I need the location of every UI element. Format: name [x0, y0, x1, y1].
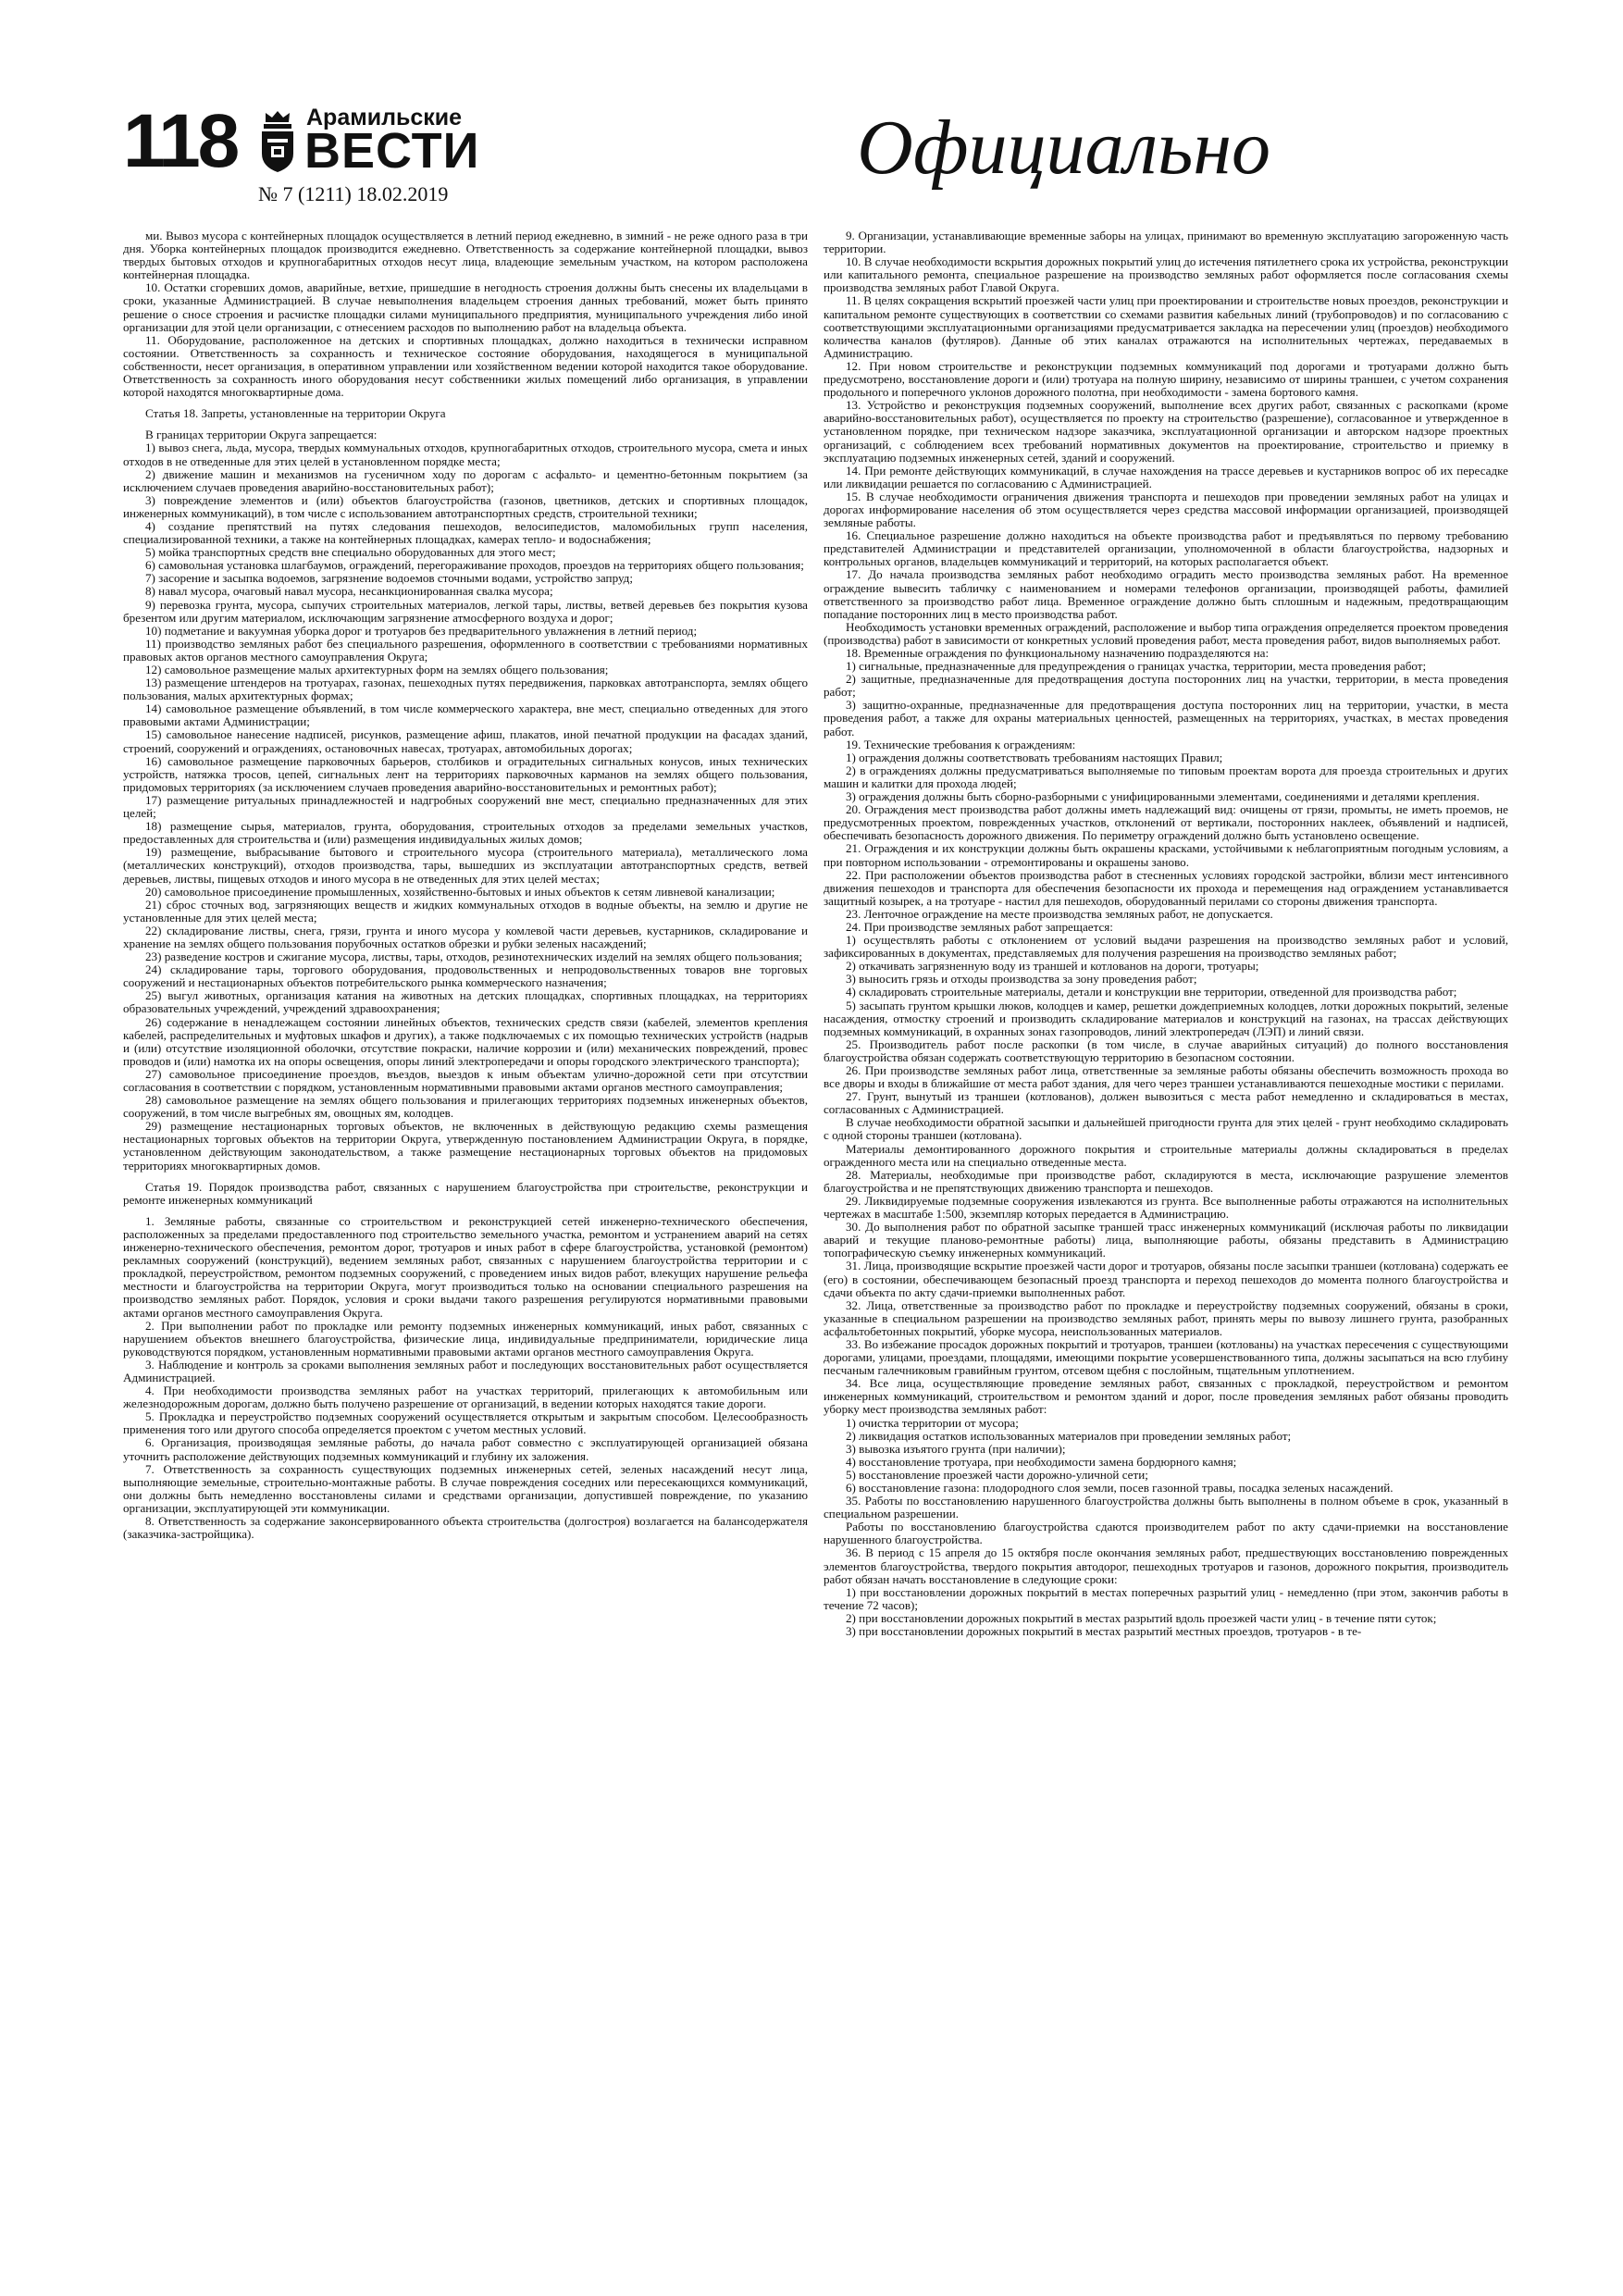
paragraph: 17) размещение ритуальных принадлежностей и надгробных сооружений вне мест, специально предназначенных для этих целей; — [123, 792, 808, 821]
paragraph: 2. При выполнении работ по прокладке или ремонту подземных инженерных коммуникаций, иных работ, связанных с нарушением объектов внешнего благоустройства, физические лица, индивидуальные предприниматели, юридические лица руководствуются порядком, установленным нормативными правовыми актами органов местного самоуправления Округа. — [123, 1318, 808, 1359]
paragraph: 7. Ответственность за сохранность существующих подземных инженерных сетей, зеленых насаждений несут лица, выполняющие земельные, строительно-монтажные работы. В случае повреждения соседних или пересекающихся коммуникаций, они должны быть немедленно восстановлены силами и средствами организации, допустившей повреждение, по указанию организации, эксплуатирующей эти коммуникации. — [123, 1461, 808, 1515]
paragraph: 15. В случае необходимости ограничения движения транспорта и пешеходов при проведении земляных работ на улицах и дорогах информирование населения об этом осуществляется через средства массовой информации организацией, производящей земляные работы. — [824, 489, 1508, 530]
paragraph: Материалы демонтированного дорожного покрытия и строительные материалы должны складироваться в пределах огражденного места или на специально отведенные места. — [824, 1141, 1508, 1169]
paragraph: 2) в ограждениях должны предусматриваться выполняемые по типовым проектам ворота для проезда строительных и других машин и калитки для прохода людей; — [824, 763, 1508, 790]
paragraph: 13) размещение штендеров на тротуарах, газонах, пешеходных путях передвижения, парковках автотранспорта, землях общего пользования, малых архитектурных формах; — [123, 676, 808, 703]
paragraph: 19. Технические требования к ограждениям: — [846, 737, 1076, 751]
paragraph: 32. Лица, ответственные за производство работ по прокладке и переустройству подземных сооружений, обязаны в сроки, указанные в специальном разрешении на производство земляных работ, принять меры по вывозу лишнего грунта, разобранных асфальтобетонных покрытий, уборке мусора, неиспользованных материалов. — [824, 1297, 1508, 1338]
paragraph: 4. При необходимости производства земляных работ на участках территорий, прилегающих к автомобильным или железнодорожным дорогам, должно быть получено разрешение от организаций, в ведении которых находятся такие дороги. — [123, 1384, 808, 1411]
paragraph: 2) ликвидация остатков использованных материалов при проведении земляных работ; — [846, 1428, 1292, 1443]
paragraph: 1) осуществлять работы с отклонением от условий выдачи разрешения на производство земляных работ и условий, зафиксированных в документах, представляемых для получения разрешения на производство земляных работ; — [824, 933, 1508, 961]
paragraph: 15) самовольное нанесение надписей, рисунков, размещение афиш, плакатов, иной печатной продукции на фасадах зданий, строений, сооружений и ограждениях, остановочных навесах, тротуарах, автомобильных дорогах; — [123, 727, 808, 755]
paragraph: 9. Организации, устанавливающие временные заборы на улицах, принимают во временную эксплуатацию загороженную часть территории. — [824, 230, 1508, 256]
paragraph: 29. Ликвидируемые подземные сооружения извлекаются из грунта. Все выполненные работы отражаются на исполнительных чертежах в масштабе 1:500, экземпляр которых передается в Администрацию. — [824, 1193, 1508, 1222]
paragraph: 7) засорение и засыпка водоемов, загрязнение водоемов сточными водами, устройство запруд; — [145, 571, 633, 586]
paragraph: 23) разведение костров и сжигание мусора, листвы, тары, отходов, резинотехнических изделий на землях общего пользования; — [145, 949, 803, 964]
article-heading: Статья 19. Порядок производства работ, связанных с нарушением благоустройства при строительстве, реконструкции и ремонте инженерных коммуникаций — [123, 1179, 808, 1207]
paragraph: 10. В случае необходимости вскрытия дорожных покрытий улиц до истечения пятилетнего срока их устройства, реконструкции или капитального ремонта, специальное разрешение на производство земляных работ оформляется после согласования схемы производства земляных работ Главой Округа. — [824, 254, 1508, 295]
paragraph: 2) движение машин и механизмов на гусеничном ходу по дорогам с асфальто- и цементно-бетонным покрытием (за исключением случаев проведения аварийно-восстановительных работ); — [123, 466, 808, 494]
paragraph: 5) мойка транспортных средств вне специально оборудованных для этого мест; — [145, 545, 556, 560]
paragraph: 1) сигнальные, предназначенные для предупреждения о границах участка, территории, места проведения работ; — [846, 659, 1427, 674]
paragraph: 18. Временные ограждения по функциональному назначению подразделяются на: — [846, 646, 1270, 660]
paragraph: 35. Работы по восстановлению нарушенного благоустройства должны быть выполнены в полном объеме в срок, указанный в специальном разрешении. — [824, 1494, 1508, 1521]
paragraph: 26. При производстве земляных работ лица, ответственные за земляные работы обязаны обеспечить возможность прохода во все дворы и входы в ближайшие от места работ здания, для чего через траншеи устанавливаются пешеходные мостики с перилами. — [824, 1063, 1508, 1091]
paragraph: 8. Ответственность за содержание законсервированного объекта строительства (долгостроя) возлагается на балансодержателя (заказчика-застройщика). — [123, 1514, 808, 1542]
paragraph: 20. Ограждения мест производства работ должны иметь надлежащий вид: очищены от грязи, промыты, не иметь проемов, не предусмотренных проектом, поврежденных участков, отклонений от вертикали, посторонних наклеек, объявлений и надписей, обеспечивать безопасность дорожного движения. По периметру ограждений должно быть установлено освещение. — [824, 802, 1508, 843]
article-heading: Статья 18. Запреты, установленные на территории Округа — [145, 406, 446, 421]
paragraph: 34. Все лица, осуществляющие проведение земляных работ, связанных с прокладкой, переустройством и ремонтом инженерных коммуникаций, строительством и ремонтом зданий и дорог, после проведения земляных работ обязаны проводить уборку мест производства земляных работ: — [824, 1376, 1508, 1417]
paragraph: 12. При новом строительстве и реконструкции подземных коммуникаций под дорогами и тротуарами должно быть предусмотрено, восстановление дороги и (или) тротуара на полную ширину, независимо от ширины траншеи, с учетом сохранения продольного и поперечного уклонов дорожного полотна, при необходимости - замена бортового камня. — [824, 358, 1508, 400]
paragraph: 28. Материалы, необходимые при производстве работ, складируются в места, исключающие разрушение элементов благоустройства и не препятствующих движению транспорта и пешеходов. — [824, 1167, 1508, 1195]
paragraph: 17. До начала производства земляных работ необходимо оградить место производства земляных работ. На временное ограждение вывесить табличку с наименованием и номерами телефонов организации, производящей работы, фамилией ответственного за производство работ лица. Временное ограждение должно быть сплошным и надежным, предотвращающим попадание посторонних лиц в место производства работ. — [824, 567, 1508, 621]
paragraph: 8) навал мусора, очаговый навал мусора, несанкционированная свалка мусора; — [145, 584, 553, 599]
paragraph: 1) вывоз снега, льда, мусора, твердых коммунальных отходов, крупногабаритных отходов, строительного мусора, смета и иных отходов в не отведенные для этих целей в установленном порядке места; — [123, 441, 808, 468]
paragraph: 25) выгул животных, организация катания на животных на детских площадках, спортивных площадках, на территориях образовательных учреждений, учреждений здравоохранения; — [123, 988, 808, 1016]
paragraph: 2) откачивать загрязненную воду из траншей и котлованов на дороги, тротуары; — [846, 959, 1259, 974]
paragraph: 10) подметание и вакуумная уборка дорог и тротуаров без предварительного увлажнения в летний период; — [145, 623, 698, 638]
paragraph: 26) содержание в ненадлежащем состоянии линейных объектов, технических средств связи (кабелей, элементов крепления кабелей, распределительных и муфтовых шкафов и других), а также подключаемых с их помощью технических устройств (надрыв и (или) отсутствие изоляционной оболочки, отсутствие покраски, наличие коррозии и (или) механических повреждений, провес проводов и (или) намотка их на опоры освещения, опоры линий электропередачи и опоры городского электрического транспорта); — [123, 1014, 808, 1068]
newspaper-name-large: ВЕСТИ — [304, 123, 480, 179]
paragraph: 1) ограждения должны соответствовать требованиям настоящих Правил; — [846, 750, 1223, 764]
paragraph: 30. До выполнения работ по обратной засыпке траншей трасс инженерных коммуникаций (исключая работы по ликвидации аварий и текущие планово-ремонтные работы) лица, выполняющие работы, обязаны представить в Администрацию топографическую съемку инженерных коммуникаций. — [824, 1220, 1508, 1260]
paragraph: 29) размещение нестационарных торговых объектов, не включенных в действующую редакцию схемы размещения нестационарных торговых объектов на территории Округа, утвержденную постановлением Администрации Округа, в порядке, установленном действующим законодательством, а также размещение нестационарных торговых объектов на придомовых территориях многоквартирных домов. — [123, 1119, 808, 1173]
paragraph: 3) вывозка изъятого грунта (при наличии); — [846, 1441, 1066, 1456]
paragraph: 36. В период с 15 апреля до 15 октября после окончания земляных работ, предшествующих восстановлению поврежденных элементов благоустройства, твердого покрытия автодорог, пешеходных тротуаров и газонов, дорожного покрытия, производитель работ обязан начать восстановление в следующие сроки: — [824, 1545, 1508, 1586]
paragraph: 6. Организация, производящая земляные работы, до начала работ совместно с эксплуатирующей организацией обязана уточнить расположение действующих подземных коммуникаций и глубину их заложения. — [123, 1435, 808, 1463]
newspaper-name-small: Арамильские — [306, 105, 463, 130]
paragraph: 25. Производитель работ после раскопки (в том числе, в случае аварийных ситуаций) до полного восстановления благоустройства обязан содержать соответствующую территорию в безопасном состоянии. — [824, 1036, 1508, 1064]
left-text-column — [123, 230, 808, 2279]
paragraph: 18) размещение сырья, материалов, грунта, оборудования, строительных отходов за пределами земельных участков, предоставленных для строительства и (или) размещения индивидуальных жилых домов; — [123, 819, 808, 847]
paragraph: 2) при восстановлении дорожных покрытий в местах разрытий вдоль проезжей части улиц - в течение пяти суток; — [846, 1610, 1437, 1625]
paragraph: 4) складировать строительные материалы, детали и конструкции вне территории, отведенной для производства работ; — [846, 985, 1457, 999]
paragraph: 3) при восстановлении дорожных покрытий в местах разрытий местных проездов, тротуаров - в те- — [846, 1624, 1362, 1639]
paragraph: 11. Оборудование, расположенное на детских и спортивных площадках, должно находиться в технически исправном состоянии. Ответственность за сохранность и техническое состояние оборудования, находящегося в муниципальной собственности, несет организация, в оперативном управлении или хозяйственном ведении которой находится такое оборудование. Ответственность за сохранность иного оборудования несут собственники жилых помещений либо организация, в управлении которой находятся многоквартирные дома. — [123, 332, 808, 400]
paragraph: 6) самовольная установка шлагбаумов, ограждений, перегораживание проходов, проездов на территориях общего пользования; — [145, 558, 804, 573]
paragraph: 11. В целях сокращения вскрытий проезжей части улиц при проектировании и строительстве новых проездов, реконструкции и капитальном ремонте существующих в соответствии со схемами развития кабельных линий (трубопроводов) и по согласованию с соответствующими эксплуатационными организациями предусматривается закладка на пересечении улиц (проездов) необходимого количества каналов (футляров). Данные об этих каналах отражаются на исполнительных чертежах, передаваемых в Администрацию. — [824, 293, 1508, 360]
paragraph: 5) восстановление проезжей части дорожно-уличной сети; — [846, 1467, 1148, 1482]
paragraph: 12) самовольное размещение малых архитектурных форм на землях общего пользования; — [145, 663, 609, 676]
paragraph: 6) восстановление газона: плодородного слоя земли, посев газонной травы, посадка зеленых насаждений. — [846, 1481, 1394, 1495]
paragraph: 21) сброс сточных вод, загрязняющих веществ и жидких коммунальных отходов в водные объекты, на землю и другие не установленные для этих целей места; — [123, 897, 808, 925]
paragraph: 3. Наблюдение и контроль за сроками выполнения земляных работ и последующих восстановительных работ осуществляется Администрацией. — [123, 1357, 808, 1384]
paragraph: 1) очистка территории от мусора; — [846, 1415, 1019, 1430]
paragraph: 1. Земляные работы, связанные со строительством и реконструкцией сетей инженерно-технического обеспечения, расположенных за пределами предоставленного под строительство земельного участка, ремонтом и устранением аварий на сетях инженерно-технического обеспечения, ремонтом дорог, тротуаров и иных работ в сфере благоустройства, установкой (ремонтом) рекламных сооружений (конструкций), ведением земляных работ, связанных с нарушением благоустройства территории и с прокладкой, переустройством, ремонтом подземных сооружений, с проведением иных видов работ, влекущих нарушение рельефа местности и благоустройства на территории Округа, могут производиться только на основании специального разрешения на производство земляных работ. Порядок, условия и сроки выдачи такого разрешения регулируются нормативными правовыми актами органов местного самоуправления Округа. — [123, 1213, 808, 1320]
paragraph: 28) самовольное размещение на землях общего пользования и прилегающих территориях подземных инженерных объектов, сооружений, в том числе выгребных ям, овощных ям, колодцев. — [123, 1093, 808, 1121]
paragraph: Необходимость установки временных ограждений, расположение и выбор типа ограждения определяется проектом проведения (производства) работ в зависимости от конкретных условий проведения работ, места проведения работ, видов выполняемых работ. — [824, 619, 1508, 647]
right-text-column — [824, 230, 1508, 2279]
paragraph: 13. Устройство и реконструкция подземных сооружений, выполнение всех других работ, связанных с раскопками (кроме аварийно-восстановительных работ), осуществляется по проекту на строительство (разрешение), согласованное и утвержденное в установленном порядке, при техническом надзоре заказчика, эксплуатационной организации и авторском надзоре проектных организаций, с соблюдением всех требований нормативных документов на проектирование, строительство и приемку в эксплуатацию подземных инженерных сетей, зданий и сооружений. — [824, 398, 1508, 465]
paragraph: 23. Ленточное ограждение на месте производства земляных работ, не допускается. — [846, 906, 1273, 921]
paragraph: 16. Специальное разрешение должно находиться на объекте производства работ и предъявляться по первому требованию представителей Администрации и представителей организации, уполномоченной в области благоустройства, надзорных и контрольных органов, владельцев коммуникаций и территорий, на которых располагается объект. — [824, 528, 1508, 569]
paragraph: 3) выносить грязь и отходы производства за зону проведения работ; — [846, 972, 1197, 987]
paragraph: Работы по восстановлению благоустройства сдаются производителем работ по акту сдачи-приемки на восстановление нарушенного благоустройства. — [824, 1520, 1508, 1547]
issue-info: № 7 (1211) 18.02.2019 — [258, 182, 449, 205]
paragraph: 33. Во избежание просадок дорожных покрытий и тротуаров, траншеи (котлованы) на участках пересечения с существующими дорогами, улицами, проездами, площадями, имеющими покрытие усовершенствованного типа, должны засыпаться на всю глубину песчаным галечниковым гравийным грунтом, отсевом щебня с послойным, тщательным уплотнением. — [824, 1336, 1508, 1378]
paragraph: 5. Прокладка и переустройство подземных сооружений осуществляется открытым и закрытым способом. Целесообразность применения того или другого способа определяется проектом с учетом местных условий. — [123, 1409, 808, 1437]
paragraph: 5) засыпать грунтом крышки люков, колодцев и камер, решетки дождеприемных колодцев, лотки дорожных покрытий, зеленые насаждения, отмостку строений и производить складирование материалов и конструкций на газонах, на трассах действующих подземных коммуникаций, в охранных зонах газопроводов, линий электропередач (ЛЭП) и линий связи. — [824, 998, 1508, 1038]
paragraph: 3) повреждение элементов и (или) объектов благоустройства (газонов, цветников, детских и спортивных площадок, инженерных коммуникаций), в том числе с использованием автотранспортных средств, строительной техники; — [123, 492, 808, 520]
paragraph: 11) производство земляных работ без специального разрешения, оформленного в соответствии с требованиями нормативных правовых актов органов местного самоуправления Округа; — [123, 636, 808, 664]
paragraph: 3) ограждения должны быть сборно-разборными с унифицированными элементами, соединениями и деталями крепления. — [846, 789, 1480, 804]
paragraph: 10. Остатки сгоревших домов, аварийные, ветхие, пришедшие в негодность строения должны быть снесены их владельцами в сроки, указанные Администрацией. В случае невыполнения владельцем строения данных требований, может быть принято решение о сносе строения и расчистке площадки силами муниципального предприятия, муниципального учреждения либо иной организации для этой цели организации, с отнесением расходов по выполнению работ на владельца объекта. — [123, 280, 808, 334]
paragraph: 4) создание препятствий на путях следования пешеходов, велосипедистов, маломобильных групп населения, специализированной техники, а также на контейнерных площадках, камерах тепло- и водоснабжения; — [123, 518, 808, 547]
paragraph: 22. При расположении объектов производства работ в стесненных условиях городской застройки, вблизи мест интенсивного движения пешеходов и транспорта для обеспечения безопасности их прохода и перемещения над ограждением устанавливается защитный козырек, а на тротуаре - настил для пешеходов, оборудованный перилами со стороны движения транспорта. — [824, 867, 1508, 908]
paragraph: 22) складирование листвы, снега, грязи, грунта и иного мусора у комлевой части деревьев, кустарников, складирование и хранение на землях общего пользования порубочных остатков обрезки и рубки зеленых насаждений; — [123, 923, 808, 950]
paragraph: 2) защитные, предназначенные для предотвращения доступа посторонних лиц на участки, территории, в места проведения работ; — [824, 672, 1508, 700]
paragraph: 9) перевозка грунта, мусора, сыпучих строительных материалов, легкой тары, листвы, ветвей деревьев без покрытия кузова брезентом или другим материалом, исключающим загрязнение атмосферного воздуха и дорог; — [123, 597, 808, 625]
page-header — [123, 99, 1270, 217]
town-crest-icon — [258, 109, 297, 174]
paragraph: ми. Вывоз мусора с контейнерных площадок осуществляется в летний период ежедневно, в зимний - не реже одного раза в три дня. Уборка контейнерных площадок производится ежедневно. Ответственность за содержание контейнерной площадки, вывоз твердых бытовых отходов и крупногабаритных отходов несут лица, владеющие земельным участком, на котором расположена контейнерная площадка. — [123, 230, 808, 282]
paragraph: 27) самовольное присоединение проездов, въездов, выездов к иным объектам улично-дорожной сети при отсутствии согласования в соответствии с порядком, установленным нормативными правовыми актами органов местного самоуправления; — [123, 1066, 808, 1094]
page-number: 118 — [123, 99, 238, 183]
paragraph: 24) складирование тары, торгового оборудования, продовольственных и непродовольственных товаров вне торговых сооружений и нестационарных объектов потребительского рынка коммерческого назначения; — [123, 962, 808, 990]
paragraph: В границах территории Округа запрещается: — [145, 428, 378, 442]
paragraph: 4) восстановление тротуара, при необходимости замена бордюрного камня; — [846, 1454, 1237, 1469]
paragraph: В случае необходимости обратной засыпки и дальнейшей пригодности грунта для этих целей - грунт необходимо складировать с одной стороны траншеи (котлована). — [824, 1115, 1508, 1143]
paragraph: 3) защитно-охранные, предназначенные для предотвращения доступа посторонних лиц на территории, участки, в места проведения работ, а также для охраны материальных ценностей, размещенных на территориях, участках, в местах проведения работ. — [824, 698, 1508, 738]
paragraph: 20) самовольное присоединение промышленных, хозяйственно-бытовых и иных объектов к сетям ливневой канализации; — [145, 884, 775, 899]
section-title: Официально — [857, 105, 1270, 191]
paragraph: 27. Грунт, вынутый из траншеи (котлованов), должен вывозиться с места работ немедленно и складироваться в местах, согласованных с Администрацией. — [824, 1089, 1508, 1117]
paragraph: 1) при восстановлении дорожных покрытий в местах поперечных разрытий улиц - немедленно (при этом, закончив работы в течение 72 часов); — [824, 1584, 1508, 1612]
paragraph: 14. При ремонте действующих коммуникаций, в случае нахождения на трассе деревьев и кустарников вопрос об их пересадке или ликвидации решается по согласованию с Администрацией. — [824, 463, 1508, 490]
paragraph: 24. При производстве земляных работ запрещается: — [846, 919, 1113, 934]
paragraph: 14) самовольное размещение объявлений, в том числе коммерческого характера, вне мест, специально отведенных для этого правовыми актами Администрации; — [123, 701, 808, 729]
paragraph: 21. Ограждения и их конструкции должны быть окрашены красками, устойчивыми к неблагоприятным погодным условиям, а при повторном использовании - отремонтированы и окрашены заново. — [824, 841, 1508, 869]
paragraph: 31. Лица, производящие вскрытие проезжей части дорог и тротуаров, обязаны после засыпки траншеи (котлована) содержать ее (его) в состоянии, обеспечивающем безопасный проезд транспорта и переход пешеходов до момента полного благоустройства и сдачи объекта по акту сдачи-приемки выполненных работ. — [824, 1259, 1508, 1299]
paragraph: 19) размещение, выбрасывание бытового и строительного мусора (строительного материала), металлического лома (металлических конструкций), отходов производства, тары, вышедших из эксплуатации автотранспортных средств, ветвей деревьев, листвы, пищевых отходов и иного мусора в не отведенных для этих целей местах; — [123, 845, 808, 886]
paragraph: 16) самовольное размещение парковочных барьеров, столбиков и оградительных сигнальных конусов, иных технических устройств, натяжка тросов, цепей, сигнальных лент на территориях парковочных карманов на землях общего пользования, придомовых территориях (за исключением случаев проведения аварийно-восстановительных и ремонтных работ); — [123, 753, 808, 794]
